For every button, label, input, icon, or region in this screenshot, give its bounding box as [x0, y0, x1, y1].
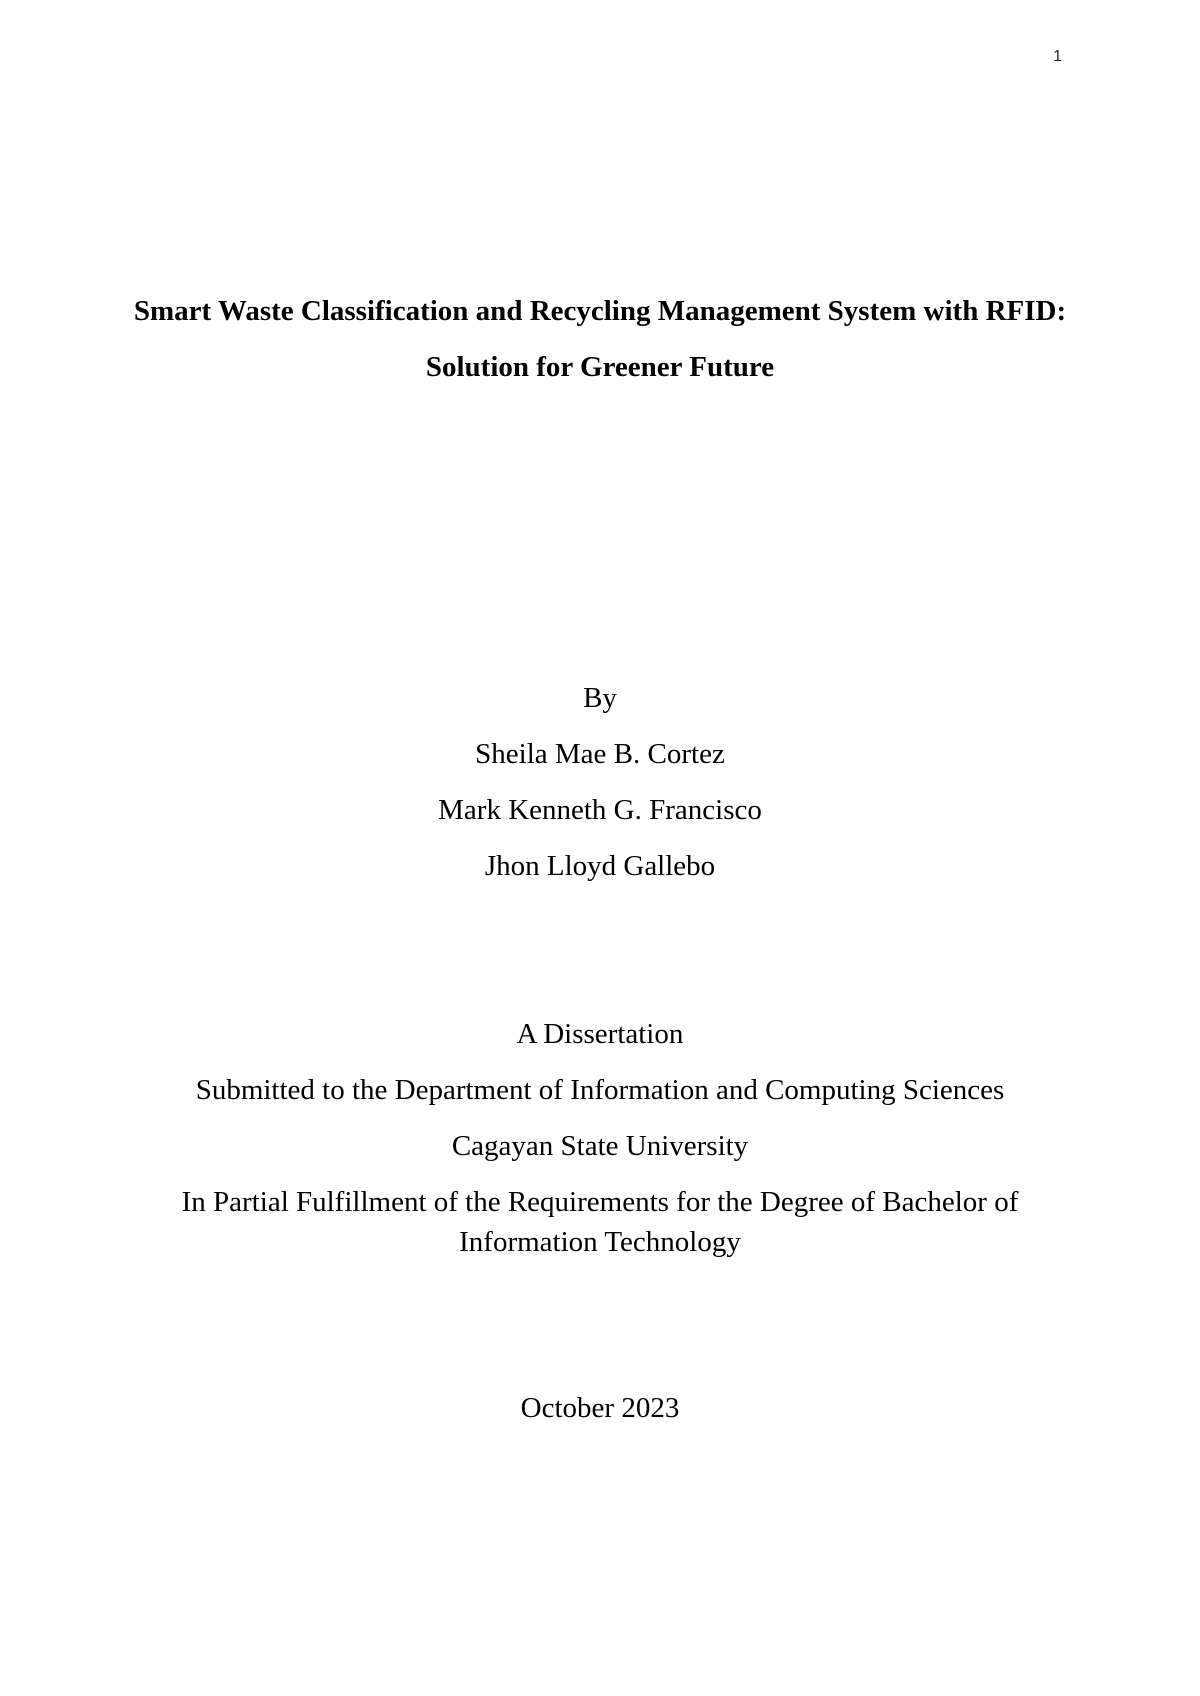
document-type: A Dissertation — [516, 1018, 684, 1050]
submitted-to: Submitted to the Department of Information and Computing Sciences — [195, 1074, 1005, 1106]
degree-fulfillment: In Partial Fulfillment of the Requirements for the Degree of Bachelor of Information Technology — [181, 1186, 1019, 1258]
document-subtitle: Solution for Greener Future — [425, 351, 775, 383]
author-name: Mark Kenneth G. Francisco — [438, 794, 762, 826]
document-title: Smart Waste Classification and Recycling Management System with RFID: — [133, 295, 1067, 327]
byline-block — [120, 670, 1080, 894]
submission-date: October 2023 — [520, 1392, 680, 1424]
page-number: 1 — [1053, 48, 1062, 65]
title-block — [120, 292, 1080, 386]
author-name: Sheila Mae B. Cortez — [475, 738, 725, 770]
author-name: Jhon Lloyd Gallebo — [484, 850, 716, 882]
university-name: Cagayan State University — [451, 1130, 749, 1162]
submission-block — [120, 1006, 1080, 1262]
by-label: By — [583, 682, 617, 714]
